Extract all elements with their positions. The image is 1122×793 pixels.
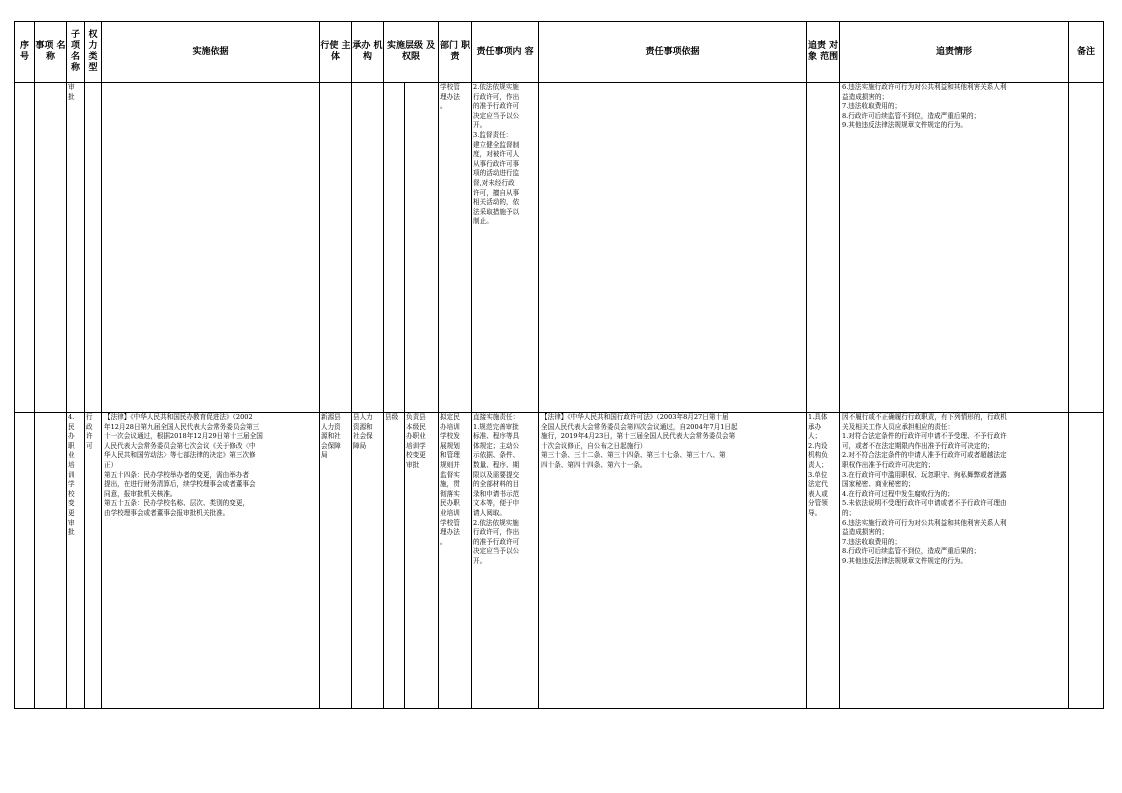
cell-resp-content: 直接实施责任： 1.规范完善审批 标准、程序等具 体规定；主动公 示依据、条件、 数量、程序、期 限以及需要提交 的全部材料的目 录和申请书示范 文本等，便于申 请人阅取。 2.依法依规实施 行政许可，作出 的准予行政许可 决定应当予以公 开。 — [472, 413, 539, 709]
cell-resp-content: 2.依法依规实施 行政许可，作出 的准予行政许可 决定应当予以公 开。 3.监督责任： 建立健全监督制 度，对被许可人 从事行政许可事 项的活动进行监 督,对未经行政 许可，擅自从事 相关活动的，依 法采取措施予以 制止。 — [472, 83, 539, 413]
cell-remarks — [1069, 83, 1104, 413]
header-circumstances: 追责情形 — [840, 22, 1069, 83]
cell-sub-item: 4. 民 办 职 业 培 训 学 校 变 更 审 批 — [67, 413, 85, 709]
cell-resp-basis — [539, 83, 807, 413]
header-level: 实施层级 及权限 — [384, 22, 439, 83]
table-row — [15, 83, 1104, 413]
cell-agency — [352, 83, 384, 413]
header-scope: 追责 对象 范围 — [807, 22, 840, 83]
cell-level — [384, 83, 405, 413]
cell-scope: 1.具体 承办 人； 2.内设 机构负 责人； 3.单位 法定代 表人或 分管领 导。 — [807, 413, 840, 709]
header-power-type: 权 力 类 型 — [85, 22, 102, 83]
header-subject: 行使 主体 — [320, 22, 352, 83]
cell-power-type — [85, 83, 102, 413]
cell-subject: 新源县 人力资 源和社 会保障 局 — [320, 413, 352, 709]
header-resp-basis: 责任事项依据 — [539, 22, 807, 83]
header-dept-duty: 部门 职责 — [439, 22, 472, 83]
cell-level: 县级 — [384, 413, 405, 709]
cell-scope — [807, 83, 840, 413]
header-remarks: 备注 — [1069, 22, 1104, 83]
header-item-name: 事项 名称 — [35, 22, 67, 83]
cell-subject — [320, 83, 352, 413]
header-seq: 序 号 — [15, 22, 35, 83]
header-agency: 承办 机构 — [352, 22, 384, 83]
cell-sub-item: 审 批 — [67, 83, 85, 413]
header-sub-item: 子 项 名 称 — [67, 22, 85, 83]
cell-dept-duty: 学校管 理办法 。 — [439, 83, 472, 413]
responsibility-table-sheet — [14, 21, 1103, 709]
cell-resp-basis: 【法律】《中华人民共和国行政许可法》（2003年8月27日第十届 全国人民代表大会常务委员会第四次会议通过，自2004年7月1日起 施行，2019年4月23日，第十三届全国人民代表大会常务委员会第 十次会议修正，自公布之日起施行） 第三十条、三十二条、第三十四条、第三十七条、第三十八、第 四十条、第四十四条、第六十一条。 — [539, 413, 807, 709]
cell-circumstances: 因不履行或不正确履行行政职责，有下列情形的，行政机 关及相关工作人员应承担相应的责任： 1.对符合法定条件的行政许可申请不予受理、不予行政许 可，或者不在法定期限内作出准予行政许可决定的； 2.对不符合法定条件的申请人准予行政许可或者超越法定 职权作出准予行政许可决定的； 3.在行政许可中滥用职权、玩忽职守、徇私舞弊或者泄露 国家秘密、商业秘密的； 4.在行政许可过程中发生腐败行为的； 5.未依法说明不受理行政许可申请或者不予行政许可理由 的； 6.违法实施行政许可行为对公共利益和其他利害关系人利 益造成损害的； 7.违法收取费用的； 8.行政许可后续监管不到位，造成严重后果的； 9.其他违反法律法规规章文件规定的行为。 — [840, 413, 1069, 709]
cell-agency: 县人力 资源和 社会保 障局 — [352, 413, 384, 709]
cell-dept-duty: 拟定民 办培训 学校发 展规划 和管理 规则并 监督实 施，贯 彻落实 民办职 业培训 学校管 理办法 。 — [439, 413, 472, 709]
cell-level-detail — [405, 83, 439, 413]
cell-basis: 【法律】《中华人民共和国民办教育促进法》（2002 年12月28日第九届全国人民代表大会常务委员会第三 十一次会议通过，根据2018年12月29日第十三届全国 人民代表大会常务委员会第七次会议《关于修改〈中 华人民共和国劳动法〉等七部法律的决定》第三次修 正） 第五十四条：民办学校举办者的变更，需由举办者 提出，在进行财务清算后，续学校理事会或者董事会 同意，报审批机关核准。 第五十五条：民办学校名称、层次、类别的变更， 由学校理事会或者董事会报审批机关批准。 — [102, 413, 320, 709]
cell-basis — [102, 83, 320, 413]
header-basis: 实施依据 — [102, 22, 320, 83]
cell-remarks — [1069, 413, 1104, 709]
cell-item-name — [35, 413, 67, 709]
header-resp-content: 责任事项内 容 — [472, 22, 539, 83]
table-row — [15, 413, 1104, 709]
cell-power-type: 行 政 许 可 — [85, 413, 102, 709]
cell-seq — [15, 413, 35, 709]
cell-level-detail: 负责县 本级民 办职业 培训学 校变更 审批 — [405, 413, 439, 709]
cell-circumstances: 6.违法实施行政许可行为对公共利益和其他利害关系人利 益造成损害的； 7.违法收取费用的； 8.行政许可后续监管不到位，造成严重后果的； 9.其他违反法律法规规章文件规定的行为。 — [840, 83, 1069, 413]
responsibility-table — [14, 21, 1104, 709]
cell-item-name — [35, 83, 67, 413]
cell-seq — [15, 83, 35, 413]
header-row — [15, 22, 1104, 83]
